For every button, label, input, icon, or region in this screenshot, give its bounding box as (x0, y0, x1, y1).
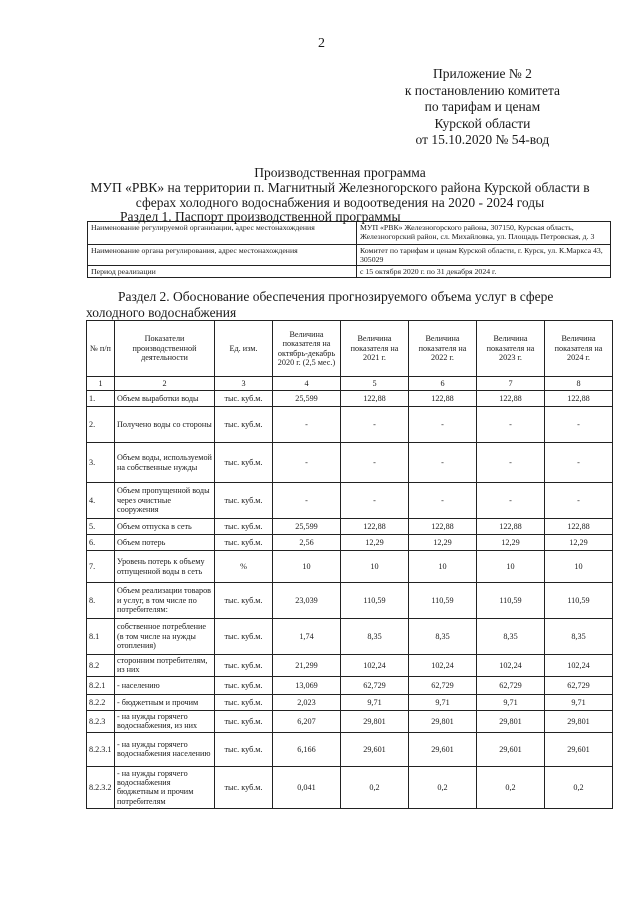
row-value: 62,729 (477, 676, 545, 694)
row-value: 12,29 (477, 535, 545, 551)
row-value: 29,601 (341, 732, 409, 766)
row-value: 102,24 (477, 655, 545, 677)
row-indicator: - населению (115, 676, 215, 694)
row-value: 0,2 (341, 766, 409, 808)
row-value: 9,71 (341, 694, 409, 710)
row-number: 4. (87, 483, 115, 519)
row-value: 8,35 (477, 619, 545, 655)
row-indicator: - на нужды горячего водоснабжения населению (115, 732, 215, 766)
row-value: - (545, 443, 613, 483)
row-unit: тыс. куб.м. (215, 619, 273, 655)
table-row (87, 655, 613, 677)
row-value: 10 (545, 551, 613, 583)
row-indicator: Объем реализации товаров и услуг, в том числе по потребителям: (115, 583, 215, 619)
section2-line2: холодного водоснабжения (86, 305, 237, 320)
row-value: 29,601 (545, 732, 613, 766)
row-value: - (341, 443, 409, 483)
row-value: 2,023 (273, 694, 341, 710)
table-row (87, 710, 613, 732)
row-value: 8,35 (341, 619, 409, 655)
row-value: - (409, 443, 477, 483)
column-index: 2 (115, 377, 215, 391)
table-row (87, 407, 613, 443)
row-value: 10 (273, 551, 341, 583)
row-unit: тыс. куб.м. (215, 676, 273, 694)
column-index-row (87, 377, 613, 391)
column-index: 7 (477, 377, 545, 391)
row-value: 102,24 (545, 655, 613, 677)
row-indicator: Объем пропущенной воды через очистные сооружения (115, 483, 215, 519)
appendix-line: от 15.10.2020 № 54-вод (415, 132, 550, 147)
row-value: 122,88 (409, 519, 477, 535)
row-number: 8.2.3 (87, 710, 115, 732)
row-number: 2. (87, 407, 115, 443)
row-indicator: - бюджетным и прочим (115, 694, 215, 710)
header-num: № п/п (87, 321, 115, 377)
row-indicator: собственное потребление (в том числе на нужды отопления) (115, 619, 215, 655)
row-unit: тыс. куб.м. (215, 766, 273, 808)
row-number: 8.2.2 (87, 694, 115, 710)
row-unit: тыс. куб.м. (215, 519, 273, 535)
row-unit: тыс. куб.м. (215, 483, 273, 519)
row-indicator: Объем отпуска в сеть (115, 519, 215, 535)
table-row (87, 583, 613, 619)
row-number: 8.2 (87, 655, 115, 677)
row-unit: тыс. куб.м. (215, 694, 273, 710)
row-value: 0,2 (545, 766, 613, 808)
program-subtitle-line2: сферах холодного водоснабжения и водоотведения на 2020 - 2024 годы (135, 195, 545, 210)
row-value: 110,59 (409, 583, 477, 619)
row-value: 8,35 (409, 619, 477, 655)
row-value: - (477, 443, 545, 483)
row-value: 29,601 (409, 732, 477, 766)
row-value: 9,71 (409, 694, 477, 710)
row-indicator: Объем потерь (115, 535, 215, 551)
table-row (87, 551, 613, 583)
appendix-block (405, 66, 560, 149)
header-2023: Величина показателя на 2023 г. (477, 321, 545, 377)
row-value: 29,801 (341, 710, 409, 732)
row-value: 25,599 (273, 519, 341, 535)
table-row (87, 694, 613, 710)
row-unit: тыс. куб.м. (215, 407, 273, 443)
row-unit: % (215, 551, 273, 583)
column-index: 3 (215, 377, 273, 391)
row-number: 8.2.1 (87, 676, 115, 694)
row-value: 21,299 (273, 655, 341, 677)
row-value: - (545, 483, 613, 519)
row-value: 0,2 (409, 766, 477, 808)
passport-value: МУП «РВК» Железногорского района, 307150, Курская область, Железногорский район, сл. Михайловка, ул. Площадь Петровская, д. 3 (357, 222, 611, 245)
row-indicator: Объем выработки воды (115, 391, 215, 407)
row-value: 62,729 (545, 676, 613, 694)
row-value: - (477, 483, 545, 519)
row-unit: тыс. куб.м. (215, 710, 273, 732)
row-value: - (477, 407, 545, 443)
passport-row (88, 266, 611, 278)
row-value: 0,041 (273, 766, 341, 808)
row-value: - (409, 483, 477, 519)
row-value: 122,88 (341, 391, 409, 407)
row-value: 122,88 (545, 391, 613, 407)
row-number: 8. (87, 583, 115, 619)
passport-label: Наименование органа регулирования, адрес местонахождения (88, 245, 357, 266)
row-value: 62,729 (409, 676, 477, 694)
table-row (87, 732, 613, 766)
row-number: 7. (87, 551, 115, 583)
appendix-line: к постановлению комитета (404, 82, 560, 98)
row-value: - (545, 407, 613, 443)
section2-heading (86, 289, 606, 321)
row-value: - (273, 443, 341, 483)
header-indicator: Показатели производственной деятельности (115, 321, 215, 377)
row-unit: тыс. куб.м. (215, 583, 273, 619)
row-value: 10 (409, 551, 477, 583)
page-number: 2 (318, 36, 325, 51)
table-row (87, 519, 613, 535)
table-row (87, 619, 613, 655)
row-unit: тыс. куб.м. (215, 391, 273, 407)
passport-row (88, 245, 611, 266)
header-2022: Величина показателя на 2022 г. (409, 321, 477, 377)
header-2024: Величина показателя на 2024 г. (545, 321, 613, 377)
header-2021: Величина показателя на 2021 г. (341, 321, 409, 377)
passport-label: Период реализации (88, 266, 357, 278)
row-value: - (273, 483, 341, 519)
table-row (87, 676, 613, 694)
row-value: - (341, 407, 409, 443)
row-value: 29,801 (477, 710, 545, 732)
row-number: 8.2.3.1 (87, 732, 115, 766)
row-unit: тыс. куб.м. (215, 655, 273, 677)
passport-label: Наименование регулируемой организации, адрес местонахождения (88, 222, 357, 245)
row-value: 122,88 (545, 519, 613, 535)
row-value: 122,88 (477, 391, 545, 407)
passport-value: Комитет по тарифам и ценам Курской области, г. Курск, ул. К.Маркса 43, 305029 (357, 245, 611, 266)
row-indicator: - на нужды горячего водоснабжения бюджетным и прочим потребителям (115, 766, 215, 808)
column-index: 6 (409, 377, 477, 391)
column-index: 1 (87, 377, 115, 391)
row-value: 29,801 (545, 710, 613, 732)
row-value: - (341, 483, 409, 519)
table-row (87, 443, 613, 483)
header-unit: Ед. изм. (215, 321, 273, 377)
row-value: 2,56 (273, 535, 341, 551)
program-title: Производственная программа (254, 165, 426, 180)
row-indicator: - на нужды горячего водоснабжения, из них (115, 710, 215, 732)
row-number: 5. (87, 519, 115, 535)
passport-table (87, 221, 611, 278)
row-value: - (273, 407, 341, 443)
row-value: 9,71 (477, 694, 545, 710)
row-value: 10 (341, 551, 409, 583)
row-value: 122,88 (341, 519, 409, 535)
row-value: 8,35 (545, 619, 613, 655)
row-value: 0,2 (477, 766, 545, 808)
column-index: 4 (273, 377, 341, 391)
row-indicator: Объем воды, используемой на собственные нужды (115, 443, 215, 483)
table-row (87, 535, 613, 551)
row-value: 6,166 (273, 732, 341, 766)
table-header-row (87, 321, 613, 377)
table-row (87, 391, 613, 407)
passport-row (88, 222, 611, 245)
row-number: 3. (87, 443, 115, 483)
row-value: 23,039 (273, 583, 341, 619)
header-2020: Величина показателя на октябрь-декабрь 2020 г. (2,5 мес.) (273, 321, 341, 377)
row-value: 10 (477, 551, 545, 583)
water-supply-table (86, 320, 613, 809)
appendix-line: по тарифам и ценам (424, 99, 541, 114)
row-value: 29,801 (409, 710, 477, 732)
row-value: 122,88 (477, 519, 545, 535)
row-value: 122,88 (409, 391, 477, 407)
row-indicator: Получено воды со стороны (115, 407, 215, 443)
column-index: 8 (545, 377, 613, 391)
row-value: 110,59 (477, 583, 545, 619)
row-value: 25,599 (273, 391, 341, 407)
section1-heading: Раздел 1. Паспорт производственной программы (120, 209, 401, 224)
row-value: 13,069 (273, 676, 341, 694)
row-value: 12,29 (409, 535, 477, 551)
row-value: 102,24 (409, 655, 477, 677)
row-value: 12,29 (341, 535, 409, 551)
appendix-line: Приложение № 2 (432, 66, 532, 81)
row-value: 102,24 (341, 655, 409, 677)
passport-value: с 15 октября 2020 г. по 31 декабря 2024 г. (357, 266, 611, 278)
row-indicator: сторонним потребителям, из них (115, 655, 215, 677)
row-value: - (409, 407, 477, 443)
row-value: 6,207 (273, 710, 341, 732)
row-value: 1,74 (273, 619, 341, 655)
row-unit: тыс. куб.м. (215, 732, 273, 766)
row-unit: тыс. куб.м. (215, 443, 273, 483)
row-value: 29,601 (477, 732, 545, 766)
section2-line1: Раздел 2. Обоснование обеспечения прогнозируемого объема услуг в сфере (118, 289, 554, 304)
table-row (87, 483, 613, 519)
row-number: 8.1 (87, 619, 115, 655)
table-row (87, 766, 613, 808)
column-index: 5 (341, 377, 409, 391)
row-number: 8.2.3.2 (87, 766, 115, 808)
row-value: 62,729 (341, 676, 409, 694)
program-subtitle-line1: МУП «РВК» на территории п. Магнитный Железногорского района Курской области в (90, 180, 590, 195)
row-value: 12,29 (545, 535, 613, 551)
appendix-line: Курской области (434, 115, 531, 131)
row-value: 9,71 (545, 694, 613, 710)
row-unit: тыс. куб.м. (215, 535, 273, 551)
row-value: 110,59 (545, 583, 613, 619)
row-value: 110,59 (341, 583, 409, 619)
row-indicator: Уровень потерь к объему отпущенной воды в сеть (115, 551, 215, 583)
row-number: 6. (87, 535, 115, 551)
row-number: 1. (87, 391, 115, 407)
